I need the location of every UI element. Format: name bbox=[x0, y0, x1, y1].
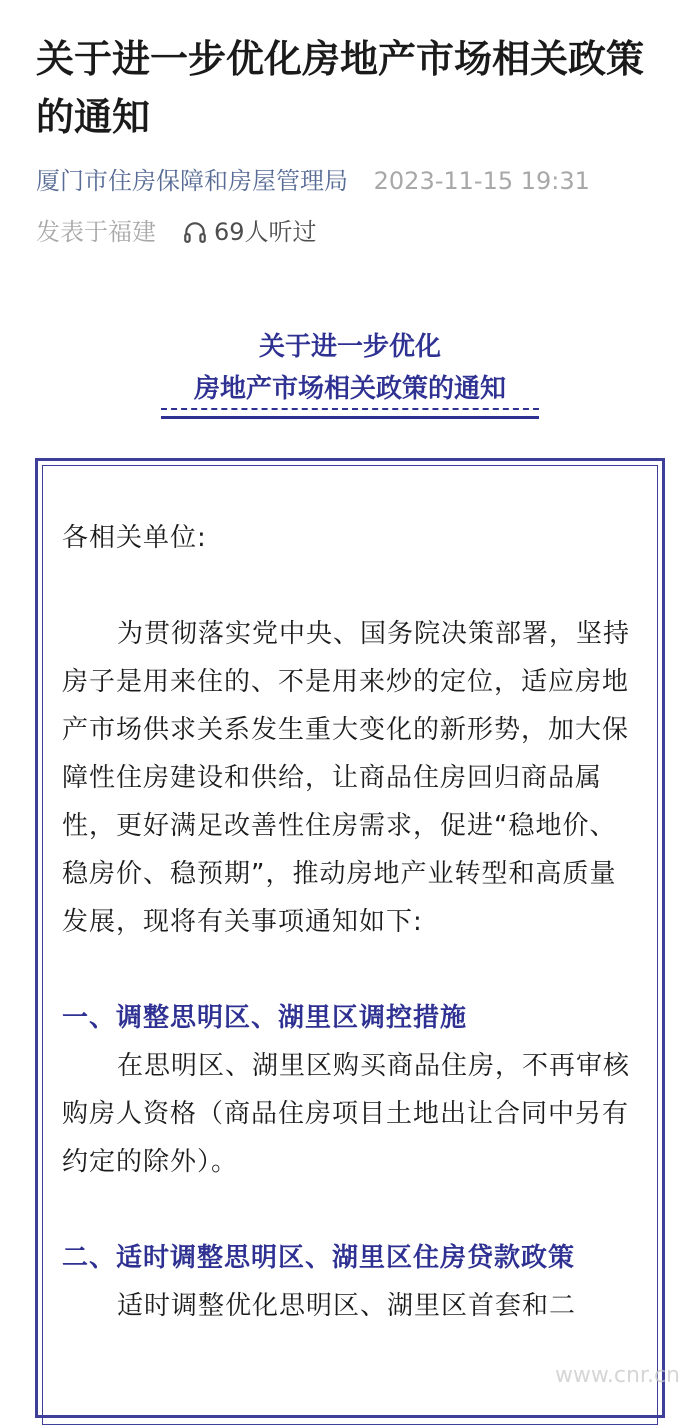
article-meta bbox=[36, 163, 676, 199]
listen-count: 69人听过 bbox=[214, 218, 317, 246]
heading-dashed-rule bbox=[161, 408, 539, 410]
publish-time: 2023-11-15 19:31 bbox=[373, 167, 590, 195]
article-meta-secondary bbox=[36, 214, 317, 250]
listen-button[interactable] bbox=[182, 214, 317, 250]
publish-location: 发表于福建 bbox=[36, 218, 156, 246]
document-heading-line2: 房地产市场相关政策的通知 bbox=[193, 374, 506, 404]
watermark: www.cnr.cn bbox=[554, 1363, 680, 1388]
headphones-icon bbox=[182, 219, 208, 245]
section2-title: 二、适时调整思明区、湖里区住房贷款政策 bbox=[62, 1243, 576, 1273]
section1-title: 一、调整思明区、湖里区调控措施 bbox=[62, 1003, 468, 1033]
document-heading-line1: 关于进一步优化 bbox=[258, 332, 441, 362]
document-body bbox=[62, 514, 642, 1330]
article-title: 关于进一步优化房地产市场相关政策的通知 bbox=[36, 37, 645, 139]
intro-paragraph: 为贯彻落实党中央、国务院决策部署，坚持房子是用来住的、不是用来炒的定位，适应房地产市场供求关系发生重大变化的新形势，加大保障性住房建设和供给，让商品住房回归商品属性，更好满足改善性住房需求，促进“稳地价、稳房价、稳预期”，推动房地产业转型和高质量发展，现将有关事项通知如下: bbox=[62, 619, 631, 937]
section1-body: 在思明区、湖里区购买商品住房，不再审核购房人资格（商品住房项目土地出让合同中另有约定的除外）。 bbox=[62, 1051, 631, 1177]
document-heading bbox=[0, 326, 700, 410]
greeting: 各相关单位: bbox=[62, 523, 207, 553]
section2-body: 适时调整优化思明区、湖里区首套和二 bbox=[117, 1291, 577, 1321]
account-name-link[interactable]: 厦门市住房保障和房屋管理局 bbox=[36, 167, 348, 195]
heading-solid-rule bbox=[161, 416, 539, 419]
